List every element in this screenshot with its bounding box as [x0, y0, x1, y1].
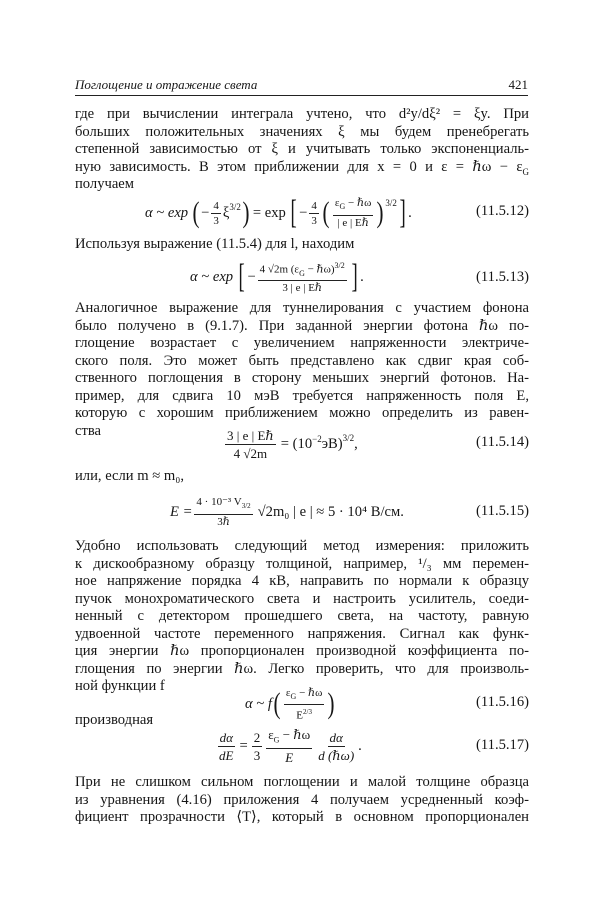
- equation-number: (11.5.13): [476, 269, 529, 285]
- paragraph-2: [75, 236, 529, 254]
- text-line: пучок монохроматического света и настроить усилитель, соеди-: [75, 590, 529, 607]
- text-line: или, если m ≈ m₀,: [75, 468, 185, 484]
- text-line: ства: [75, 422, 102, 439]
- text-line: к дискообразному образцу толщиной, например, ¹/₃ мм перемен-: [75, 555, 529, 572]
- text-line: Аналогичное выражение для туннелирования с участием фонона: [75, 300, 529, 316]
- text-line: ное напряжение порядка 4 кВ, направить по нормали к образцу: [75, 573, 529, 589]
- paragraph-4: [75, 468, 529, 486]
- text-line: где при вычислении интеграла учтено, что d²y/dξ² = ξy. При: [75, 106, 529, 122]
- running-head: [75, 75, 528, 96]
- text-line: ненный с детектором прошедшего света, на частоту, равную: [75, 608, 529, 624]
- text-line: пример, для сдвига 10 мэВ требуется напряженность поля E,: [75, 387, 529, 404]
- text-line: было получено в (9.1.7). При заданной энергии фотона ℏω по-: [75, 317, 529, 334]
- text-line: глощения по энергии ℏω. Легко проверить, что для произволь-: [75, 660, 529, 677]
- page-number: 421: [508, 77, 528, 92]
- running-title: Поглощение и отражение света: [75, 77, 258, 92]
- equation-11-5-15: E = $\frac{4 \cdot 10^{-3} V_{3/2}}{\text{3ℏ}}$ √2m₀ | e | ≈ 5 · 10⁴ В/см. (11.5.15): [170, 496, 529, 528]
- text-line: Используя выражение (11.5.4) для l, находим: [75, 236, 355, 252]
- text-line: получаем: [75, 176, 135, 192]
- text-line: При не слишком сильном поглощении и малой толщине образца: [75, 774, 529, 790]
- text-line: больших положительных значениях ξ мы будем пренебрегать: [75, 123, 529, 140]
- paragraph-5: [75, 538, 529, 696]
- text-line: глощение возрастает с увеличением напряженности электриче-: [75, 335, 529, 351]
- equation-number: (11.5.15): [476, 503, 529, 519]
- equation-number: (11.5.17): [476, 737, 529, 753]
- paragraph-3: [75, 300, 529, 440]
- text-line: ную зависимость. В этом приближении для x = 0 и ε = ℏω − $\varepsilon_G$: [75, 158, 529, 177]
- text-line: которую с хорошим приближением можно определить из равен-: [75, 405, 529, 421]
- equation-number: (11.5.16): [476, 694, 529, 710]
- text-line: ского поля. Это может быть представлено как сдвиг края соб-: [75, 352, 529, 369]
- equation-11-5-12: α ~ exp ( − $\frac{4}{3}$ ξ $^{3/2}$ ) = exp [ − $\frac{4}{3}$ ( $\frac{\varepsilon_G - \hbar\omega}{\text{| e | Eℏ}}$ ) $^{3/2}$ ] . (11.5.12): [145, 194, 529, 231]
- equation-11-5-17: $\frac{d\alpha}{dE}$ = $\frac{2}{3}$ $\frac{\varepsilon_G - \hbar\omega}{E}$ $\frac{d\alpha}{\text{d (ℏω)}}$ . (11.5.17): [219, 726, 529, 766]
- text-line: удвоенной частоте переменного напряжения. Сигнал как функ-: [75, 625, 529, 642]
- text-line: ственного поглощения в сторону меньших энергий фотонов. На-: [75, 370, 529, 386]
- equation-number: (11.5.14): [476, 434, 529, 450]
- text-line: ной функции f: [75, 678, 165, 694]
- text-line: фициент прозрачности ⟨T⟩, который в основном пропорционален: [75, 809, 529, 825]
- text-line: Удобно использовать следующий метод измерения: приложить: [75, 538, 529, 554]
- paragraph-1: [75, 106, 529, 194]
- equation-11-5-14: $\frac{\text{3 | e | Eℏ}}{4 √2m}$ = (10 $^{-2}$ эВ) $^{3/2}$ , (11.5.14): [227, 427, 529, 461]
- equation-11-5-16: α ~ f ( $\frac{\varepsilon_G - \hbar\omega}{E^{2/3}}$ ) (11.5.16): [245, 686, 529, 722]
- text-line: производная: [75, 712, 154, 728]
- text-line: степенной зависимостью от ξ и учитывать только экспоненциаль-: [75, 141, 529, 157]
- text-line: из уравнения (4.16) приложения 4 получаем усредненный коэф-: [75, 791, 529, 808]
- paragraph-7: [75, 774, 529, 827]
- text-line: ция энергии ℏω пропорционален производной коэффициента по-: [75, 643, 529, 659]
- equation-11-5-13: α ~ exp [ − $\frac{4 √2m (\varepsilon_G - \hbar\omega)^{3/2}}{\text{3 | e | Eℏ}}$ ] . (11.5.13): [190, 258, 529, 295]
- equation-number: (11.5.12): [476, 203, 529, 219]
